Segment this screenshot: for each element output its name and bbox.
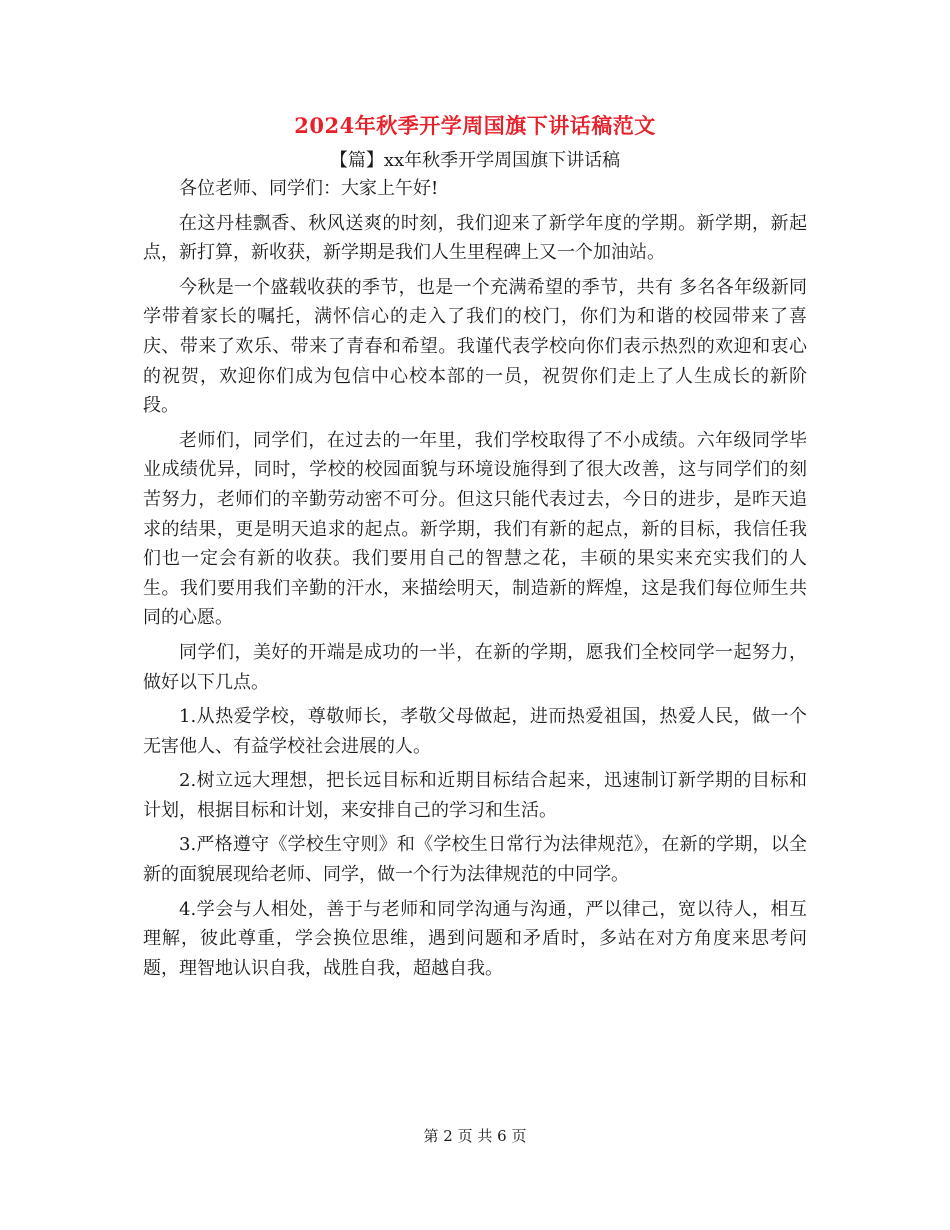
paragraph: 在这丹桂飘香、秋风送爽的时刻，我们迎来了新学年度的学期。新学期，新起点，新打算，新收获，新学期是我们人生里程碑上又一个加油站。 (143, 212, 807, 264)
list-item: 4.学会与人相处，善于与老师和同学沟通与沟通，严以律己，宽以待人，相互理解，彼此尊重，学会换位思维，遇到问题和矛盾时，多站在对方角度来思考问题，理智地认识自我，战胜自我，超越自我。 (143, 898, 807, 979)
document-body (143, 174, 807, 988)
document-title: 2024年秋季开学周国旗下讲话稿范文 (294, 113, 656, 138)
paragraph: 今秋是一个盛载收获的季节，也是一个充满希望的季节，共有 多名各年级新同学带着家长的嘱托，满怀信心的走入了我们的校门，你们为和谐的校园带来了喜庆、带来了欢乐、带来了青春和希望。我谨代表学校向你们表示热烈的欢迎和衷心的祝贺，欢迎你们成为包信中心校本部的一员，祝贺你们走上了人生成长的新阶段。 (143, 276, 807, 417)
list-item: 2.树立远大理想，把长远目标和近期目标结合起来，迅速制订新学期的目标和计划，根据目标和计划，来安排自己的学习和生活。 (143, 770, 807, 821)
page-number-footer: 第 2 页 共 6 页 (423, 1127, 527, 1145)
paragraph-greeting: 各位老师、同学们：大家上午好! (179, 178, 439, 199)
document-subtitle: 【篇】xx年秋季开学周国旗下讲话稿 (329, 150, 621, 171)
list-item: 1.从热爱学校，尊敬师长，孝敬父母做起，进而热爱祖国，热爱人民，做一个无害他人、有益学校社会进展的人。 (143, 706, 807, 757)
list-item: 3.严格遵守《学校生守则》和《学校生日常行为法律规范》，在新的学期，以全新的面貌展现给老师、同学，做一个行为法律规范的中同学。 (143, 834, 807, 886)
paragraph: 老师们，同学们，在过去的一年里，我们学校取得了不小成绩。六年级同学毕业成绩优异，同时，学校的校园面貌与环境设施得到了很大改善，这与同学们的刻苦努力，老师们的辛勤劳动密不可分。但这只能代表过去，今日的进步，是昨天追求的结果，更是明天追求的起点。新学期，我们有新的起点，新的目标，我信任我们也一定会有新的收获。我们要用自己的智慧之花，丰硕的果实来充实我们的人生。我们要用我们辛勤的汗水，来描绘明天，制造新的辉煌，这是我们每位师生共同的心愿。 (143, 429, 807, 629)
paragraph: 同学们，美好的开端是成功的一半，在新的学期，愿我们全校同学一起努力，做好以下几点。 (143, 641, 807, 693)
